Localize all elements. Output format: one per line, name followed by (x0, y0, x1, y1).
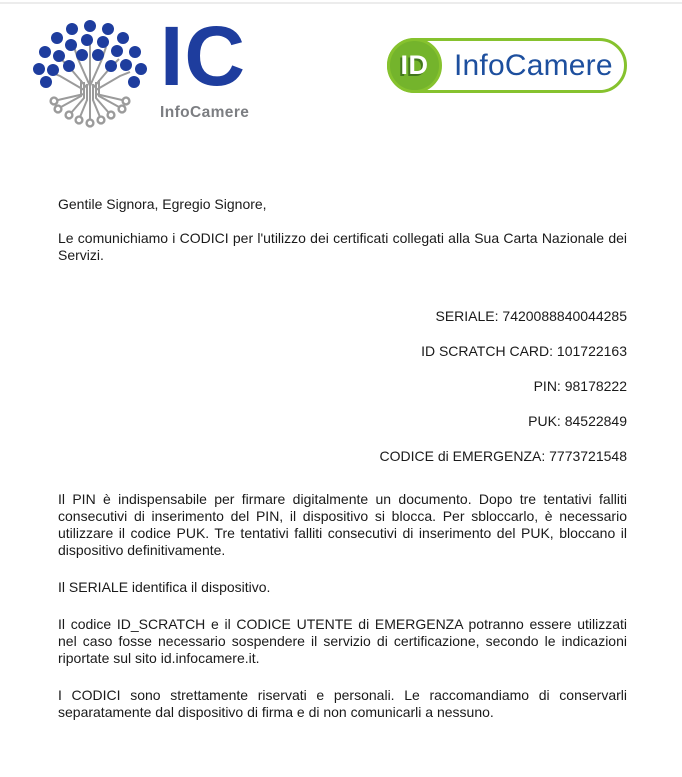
code-line-id-scratch-card: ID SCRATCH CARD: 101722163 (421, 343, 627, 359)
paragraph-privacy-info: I CODICI sono strettamente riservati e personali. Le raccomandiamo di conservarli separatamente dal dispositivo di firma e di non comunicarli a nessuno. (58, 687, 627, 720)
id-infocamere-wordmark: InfoCamere (454, 48, 613, 82)
infocamere-logo (30, 9, 250, 130)
ic-wordmark: InfoCamere (160, 104, 250, 122)
ic-monogram: IC (160, 9, 246, 103)
code-line-puk: PUK: 84522849 (528, 413, 627, 429)
paragraph-seriale-info: Il SERIALE identifica il dispositivo. (58, 579, 271, 595)
ic-wordmark-block (160, 9, 250, 122)
id-badge (387, 38, 442, 93)
intro-paragraph: Le comunichiamo i CODICI per l'utilizzo dei certificati collegati alla Sua Carta Nazionale dei Servizi. (58, 230, 627, 263)
page-top-edge (0, 2, 682, 4)
id-badge-label: ID (400, 50, 429, 80)
id-infocamere-logo (387, 38, 627, 93)
code-line-pin: PIN: 98178222 (533, 378, 627, 394)
paragraphs-section (58, 491, 627, 721)
code-line-codice-emergenza: CODICE di EMERGENZA: 7773721548 (379, 448, 627, 464)
header (0, 0, 682, 132)
codes-block (58, 308, 627, 465)
paragraph-pin-info: Il PIN è indispensabile per firmare digitalmente un documento. Dopo tre tentativi falliti consecutivi di inserimento del PIN, il dispositivo si blocca. Per sbloccarlo, è necessario utilizzare il codice PUK. Tre tentativi falliti consecutivi di inserimento del PUK, bloccano il dispositivo definitivamente. (58, 491, 627, 558)
paragraph-scratch-emergenza-info: Il codice ID_SCRATCH e il CODICE UTENTE di EMERGENZA potranno essere utilizzati nel caso fosse necessario sospendere il servizio di certificazione, secondo le indicazioni riportate sul sito id.infocamere.it. (58, 616, 627, 666)
infocamere-tree-logo (30, 14, 150, 130)
greeting: Gentile Signora, Egregio Signore, (58, 196, 267, 212)
letter-body (0, 196, 682, 721)
code-line-seriale: SERIALE: 7420088840044285 (435, 308, 627, 324)
